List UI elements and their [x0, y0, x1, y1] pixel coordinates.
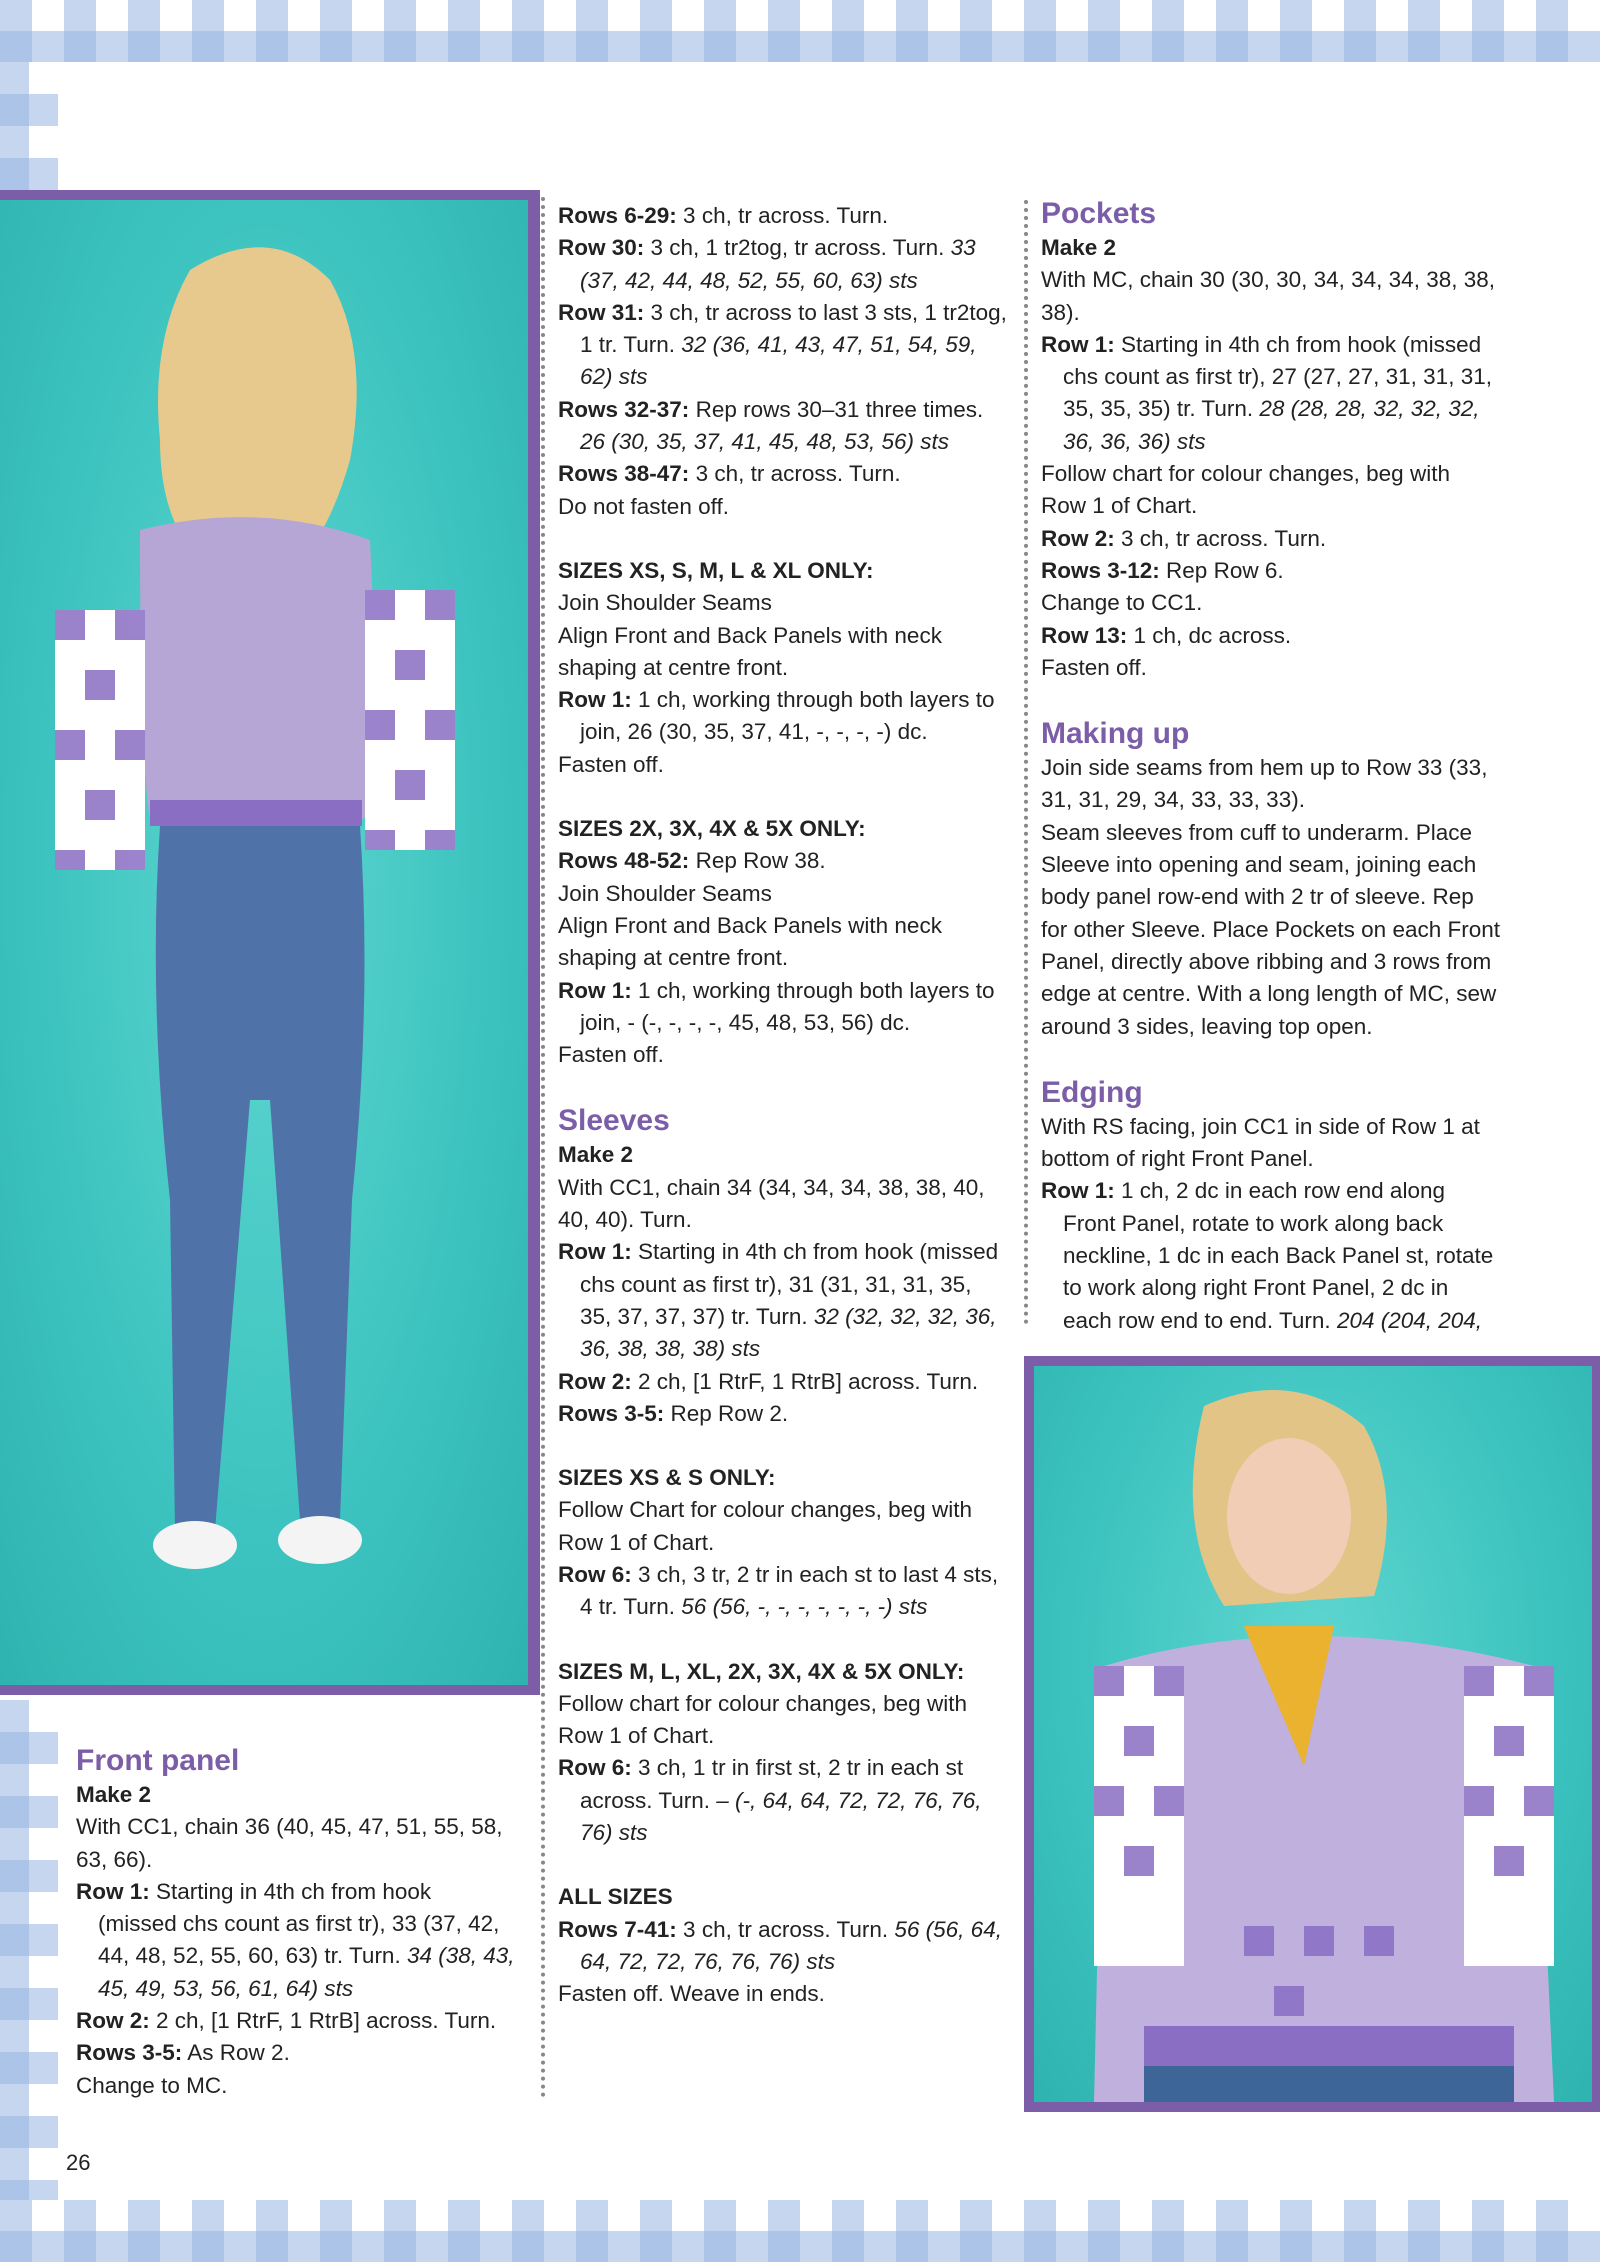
instruction-line: Rows 7-41: 3 ch, tr across. Turn. 56 (56, 64, 64, 72, 72, 76, 76, 76) sts [558, 1916, 1002, 1974]
instruction-line: Align Front and Back Panels with neck shaping at centre front. [558, 622, 942, 680]
instruction-line: SIZES XS, S, M, L & XL ONLY: [558, 557, 874, 583]
instruction-line: Row 13: 1 ch, dc across. [1041, 622, 1292, 648]
section-subheading: Make 2 [1041, 235, 1117, 260]
model-front-illustration [1034, 1366, 1592, 2102]
section-heading: Pockets [1041, 197, 1157, 230]
instruction-line: SIZES 2X, 3X, 4X & 5X ONLY: [558, 816, 866, 842]
instruction-line: Row 1: 1 ch, working through both layers to join, - (-, -, -, -, 45, 48, 53, 56) dc. [558, 977, 995, 1035]
instruction-line: Seam sleeves from cuff to underarm. Place Sleeve into opening and seam, joining each body panel row-end with 2 tr of sleeve. Rep for other Sleeve. Place Pockets on each Front Panel, directly above ribbing and 3 rows from edge at centre. With a long length of MC, sew around 3 sides, leaving top open. [1041, 819, 1500, 1039]
instruction-line: Row 2: 2 ch, [1 RtrF, 1 RtrB] across. Turn. [558, 1368, 979, 1394]
instruction-line: Follow chart for colour changes, beg with Row 1 of Chart. [1041, 461, 1450, 519]
instruction-line: Rows 32-37: Rep rows 30–31 three times. 26 (30, 35, 37, 41, 45, 48, 53, 56) sts [558, 396, 984, 455]
instruction-line: Row 1: Starting in 4th ch from hook (missed chs count as first tr), 31 (31, 31, 31, 35, 35, 37, 37, 37) tr. Turn. 32 (32, 32, 32, 36, 36, 38, 38, 38) sts [558, 1239, 999, 1362]
spacer [558, 1071, 1008, 1103]
instruction-line: With CC1, chain 36 (40, 45, 47, 51, 55, 58, 63, 66). [76, 1814, 503, 1872]
instruction-line: Row 30: 3 ch, 1 tr2tog, tr across. Turn. 33 (37, 42, 44, 48, 52, 55, 60, 63) sts [558, 235, 976, 293]
instruction-line: Row 2: 2 ch, [1 RtrF, 1 RtrB] across. Turn. [76, 2008, 497, 2034]
photo-back-view [0, 190, 540, 1695]
instruction-line: ALL SIZES [558, 1884, 673, 1910]
instruction-line: SIZES XS & S ONLY: [558, 1465, 776, 1491]
column-divider-1 [541, 197, 545, 2099]
instruction-line: Row 1: Starting in 4th ch from hook (missed chs count as first tr), 27 (27, 27, 31, 31, 31, 35, 35, 35) tr. Turn. 28 (28, 28, 32, 32, 32, 36, 36, 36) sts [1041, 331, 1492, 454]
instruction-line: Follow chart for colour changes, beg with Row 1 of Chart. [558, 1690, 967, 1749]
instruction-line: Row 6: 3 ch, 3 tr, 2 tr in each st to last 4 sts, 4 tr. Turn. 56 (56, -, -, -, -, -, -, -) sts [558, 1561, 999, 1620]
spacer [558, 1624, 1008, 1656]
spacer [558, 1430, 1008, 1462]
spacer [558, 1849, 1008, 1881]
instruction-line: Do not fasten off. [558, 493, 729, 519]
section-heading: Edging [1041, 1075, 1143, 1109]
instruction-line: Fasten off. Weave in ends. [558, 1981, 825, 2007]
page-number: 26 [66, 2150, 91, 2175]
section-heading: Sleeves [558, 1104, 670, 1138]
instruction-line: Rows 3-5: Rep Row 2. [558, 1400, 789, 1426]
gingham-left-bottom-border [0, 1700, 58, 2200]
instruction-line: Fasten off. [558, 751, 664, 777]
instruction-line: Change to CC1. [1041, 590, 1203, 616]
instruction-line: Row 1: 1 ch, 2 dc in each row end along Front Panel, rotate to work along back neckline, 1 dc in each Back Panel st, rotate to work along right Front Panel, 2 dc in each row end to end. Turn. 204 (204, 204, [1041, 1178, 1494, 1333]
section-subheading: Make 2 [76, 1782, 152, 1807]
instruction-line: Join Shoulder Seams [558, 880, 772, 906]
instruction-line: With MC, chain 30 (30, 30, 34, 34, 34, 38, 38, 38). [1041, 267, 1496, 325]
section-heading: Front panel [76, 1744, 240, 1777]
instruction-line: Rows 6-29: 3 ch, tr across. Turn. [558, 203, 889, 228]
gingham-bottom-border [0, 2200, 1600, 2262]
instruction-line: Row 1: Starting in 4th ch from hook (missed chs count as first tr), 33 (37, 42, 44, 48, 52, 55, 60, 63) tr. Turn. 34 (38, 43, 45, 49, 53, 56, 61, 64) sts [76, 1878, 515, 2001]
spacer [1041, 1043, 1501, 1075]
column-front-panel [76, 1743, 516, 2102]
photo-front-view [1024, 1356, 1600, 2112]
instruction-line: Fasten off. [558, 1042, 664, 1068]
instruction-line: Row 1: 1 ch, working through both layers to join, 26 (30, 35, 37, 41, -, -, -, -) dc. [558, 687, 995, 745]
gingham-left-top-border [0, 62, 58, 190]
instruction-line: With RS facing, join CC1 in side of Row 1 at bottom of right Front Panel. [1041, 1113, 1480, 1172]
instruction-line: Row 2: 3 ch, tr across. Turn. [1041, 525, 1327, 551]
model-back-illustration [0, 200, 528, 1685]
instruction-line: Row 6: 3 ch, 1 tr in first st, 2 tr in each st across. Turn. – (-, 64, 64, 72, 72, 76, 76, 76) sts [558, 1755, 982, 1846]
instruction-line: Change to MC. [76, 2072, 228, 2098]
instruction-line: Rows 3-12: Rep Row 6. [1041, 557, 1284, 583]
instruction-line: With CC1, chain 34 (34, 34, 34, 38, 38, 40, 40, 40). Turn. [558, 1174, 985, 1233]
spacer [1041, 684, 1501, 716]
column-divider-2 [1024, 200, 1028, 1325]
instruction-line: Rows 48-52: Rep Row 38. [558, 848, 826, 874]
spacer [558, 781, 1008, 813]
instruction-line: Rows 3-5: As Row 2. [76, 2040, 290, 2066]
section-subheading: Make 2 [558, 1142, 634, 1168]
instruction-line: Join Shoulder Seams [558, 590, 772, 616]
column-back-sleeves [558, 200, 1008, 2011]
instruction-line: Align Front and Back Panels with neck shaping at centre front. [558, 912, 942, 971]
spacer [558, 523, 1008, 555]
instruction-line: SIZES M, L, XL, 2X, 3X, 4X & 5X ONLY: [558, 1658, 965, 1684]
instruction-line: Fasten off. [1041, 654, 1147, 680]
gingham-top-border [0, 0, 1600, 62]
instruction-line: Follow Chart for colour changes, beg with Row 1 of Chart. [558, 1497, 972, 1555]
section-heading: Making up [1041, 717, 1190, 751]
instruction-line: Row 31: 3 ch, tr across to last 3 sts, 1 tr2tog, 1 tr. Turn. 32 (36, 41, 43, 47, 51, 54, 59, 62) sts [558, 299, 1007, 390]
instruction-line: Rows 38-47: 3 ch, tr across. Turn. [558, 461, 901, 487]
column-pockets-making-up [1041, 196, 1501, 1337]
instruction-line: Join side seams from hem up to Row 33 (33, 31, 31, 29, 34, 33, 33, 33). [1041, 755, 1488, 813]
